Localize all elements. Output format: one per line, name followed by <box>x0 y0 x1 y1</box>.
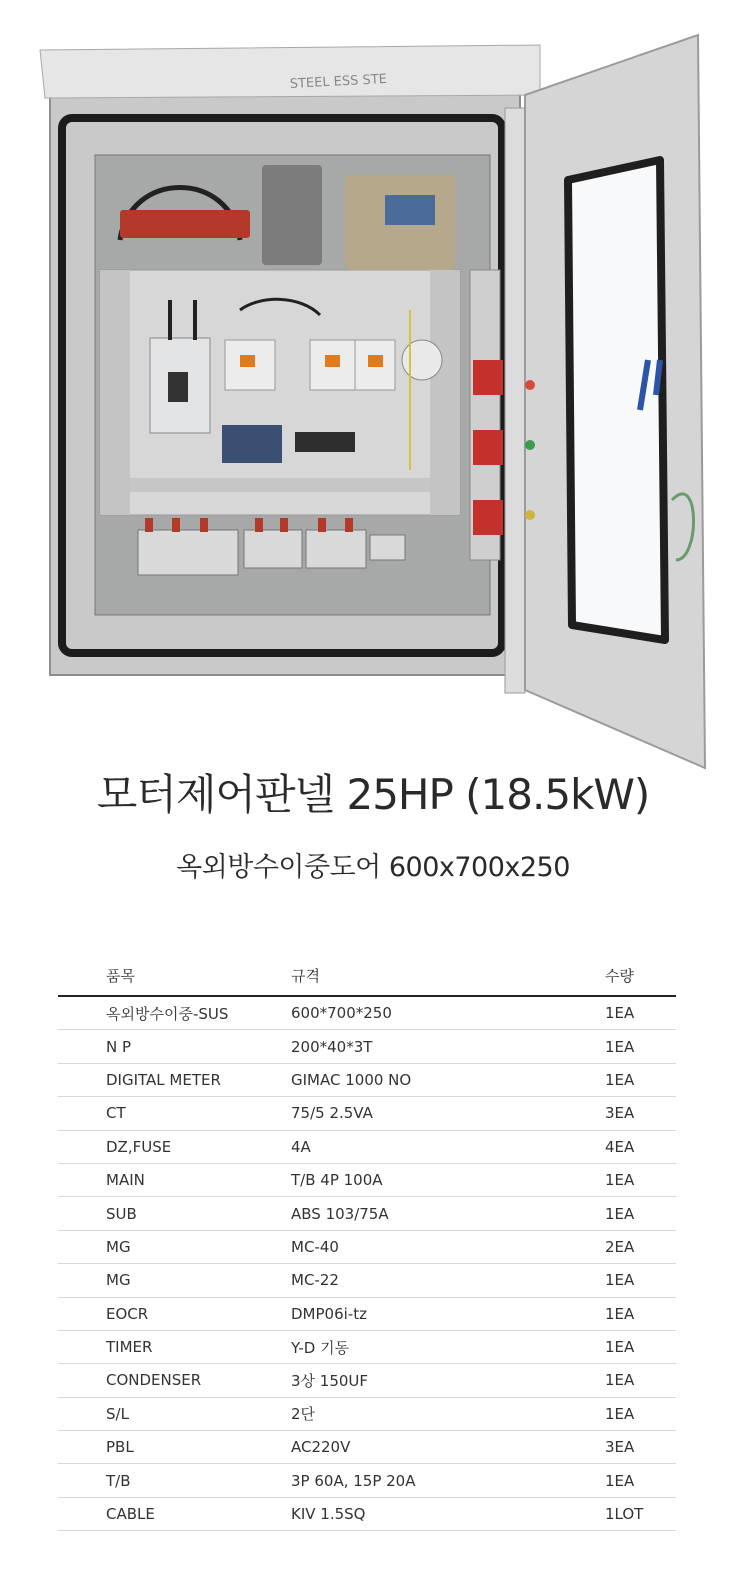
cell-qty: 1EA <box>605 1271 635 1290</box>
cell-item: DZ,FUSE <box>106 1137 172 1156</box>
table-body <box>58 997 676 1531</box>
cell-qty: 1EA <box>605 1004 635 1023</box>
header-spec: 규격 <box>291 966 320 985</box>
spec-table <box>58 955 676 1531</box>
sticker-text: STEEL ESS STE <box>289 71 388 92</box>
cell-item: CONDENSER <box>106 1371 202 1390</box>
cell-qty: 1EA <box>605 1371 635 1390</box>
cell-qty: 1EA <box>605 1471 635 1490</box>
cell-qty: 3EA <box>605 1104 635 1123</box>
table-row <box>58 1164 676 1197</box>
cell-qty: 1LOT <box>605 1505 644 1524</box>
cell-item: CT <box>106 1104 126 1123</box>
cell-spec: T/B 4P 100A <box>291 1171 383 1190</box>
cell-spec: MC-22 <box>291 1271 339 1290</box>
cell-item: TIMER <box>106 1338 153 1357</box>
cell-qty: 1EA <box>605 1171 635 1190</box>
cell-item: 옥외방수이중-SUS <box>106 1004 229 1023</box>
cell-spec: DMP06i-tz <box>291 1304 367 1323</box>
cell-spec: GIMAC 1000 NO <box>291 1070 412 1089</box>
table-row <box>58 1298 676 1331</box>
cell-item: MAIN <box>106 1171 145 1190</box>
cell-item: PBL <box>106 1438 134 1457</box>
cell-qty: 1EA <box>605 1304 635 1323</box>
cell-qty: 1EA <box>605 1037 635 1056</box>
table-row <box>58 1197 676 1230</box>
table-row <box>58 1064 676 1097</box>
cell-item: DIGITAL METER <box>106 1070 221 1089</box>
cell-item: SUB <box>106 1204 137 1223</box>
table-row <box>58 1131 676 1164</box>
header-item: 품목 <box>106 966 135 985</box>
cell-spec: MC-40 <box>291 1237 339 1256</box>
product-photo <box>0 0 746 780</box>
cell-item: S/L <box>106 1404 129 1423</box>
cell-qty: 1EA <box>605 1338 635 1357</box>
table-row <box>58 1331 676 1364</box>
cell-item: CABLE <box>106 1505 155 1524</box>
cell-spec: 2단 <box>291 1405 316 1424</box>
table-row <box>58 1264 676 1297</box>
cell-item: MG <box>106 1271 131 1290</box>
cell-spec: 75/5 2.5VA <box>291 1104 373 1123</box>
cell-qty: 2EA <box>605 1237 635 1256</box>
cell-spec: 3P 60A, 15P 20A <box>291 1471 416 1490</box>
cell-item: EOCR <box>106 1304 149 1323</box>
table-row <box>58 1364 676 1397</box>
page-subtitle: 옥외방수이중도어 600x700x250 <box>176 852 570 883</box>
cell-qty: 1EA <box>605 1204 635 1223</box>
cell-qty: 3EA <box>605 1438 635 1457</box>
cell-spec: AC220V <box>291 1438 351 1457</box>
table-row <box>58 1398 676 1431</box>
table-row <box>58 1464 676 1497</box>
page-title: 모터제어판넬 25HP (18.5kW) <box>96 770 650 819</box>
table-row <box>58 1030 676 1063</box>
cell-spec: ABS 103/75A <box>291 1204 389 1223</box>
cell-spec: 200*40*3T <box>291 1037 373 1056</box>
table-row <box>58 1498 676 1531</box>
cell-spec: KIV 1.5SQ <box>291 1505 366 1524</box>
table-row <box>58 1097 676 1130</box>
cell-item: MG <box>106 1237 131 1256</box>
table-row <box>58 1431 676 1464</box>
header-qty: 수량 <box>605 966 634 985</box>
cell-spec: 3상 150UF <box>291 1371 369 1390</box>
cell-qty: 4EA <box>605 1137 635 1156</box>
cell-spec: Y-D 기동 <box>291 1338 350 1357</box>
cell-item: N P <box>106 1037 132 1056</box>
table-row <box>58 997 676 1030</box>
cell-qty: 1EA <box>605 1070 635 1089</box>
cell-spec: 600*700*250 <box>291 1004 392 1023</box>
table-row <box>58 1231 676 1264</box>
cell-spec: 4A <box>291 1137 311 1156</box>
table-header <box>58 955 676 997</box>
cell-qty: 1EA <box>605 1404 635 1423</box>
cell-item: T/B <box>106 1471 131 1490</box>
